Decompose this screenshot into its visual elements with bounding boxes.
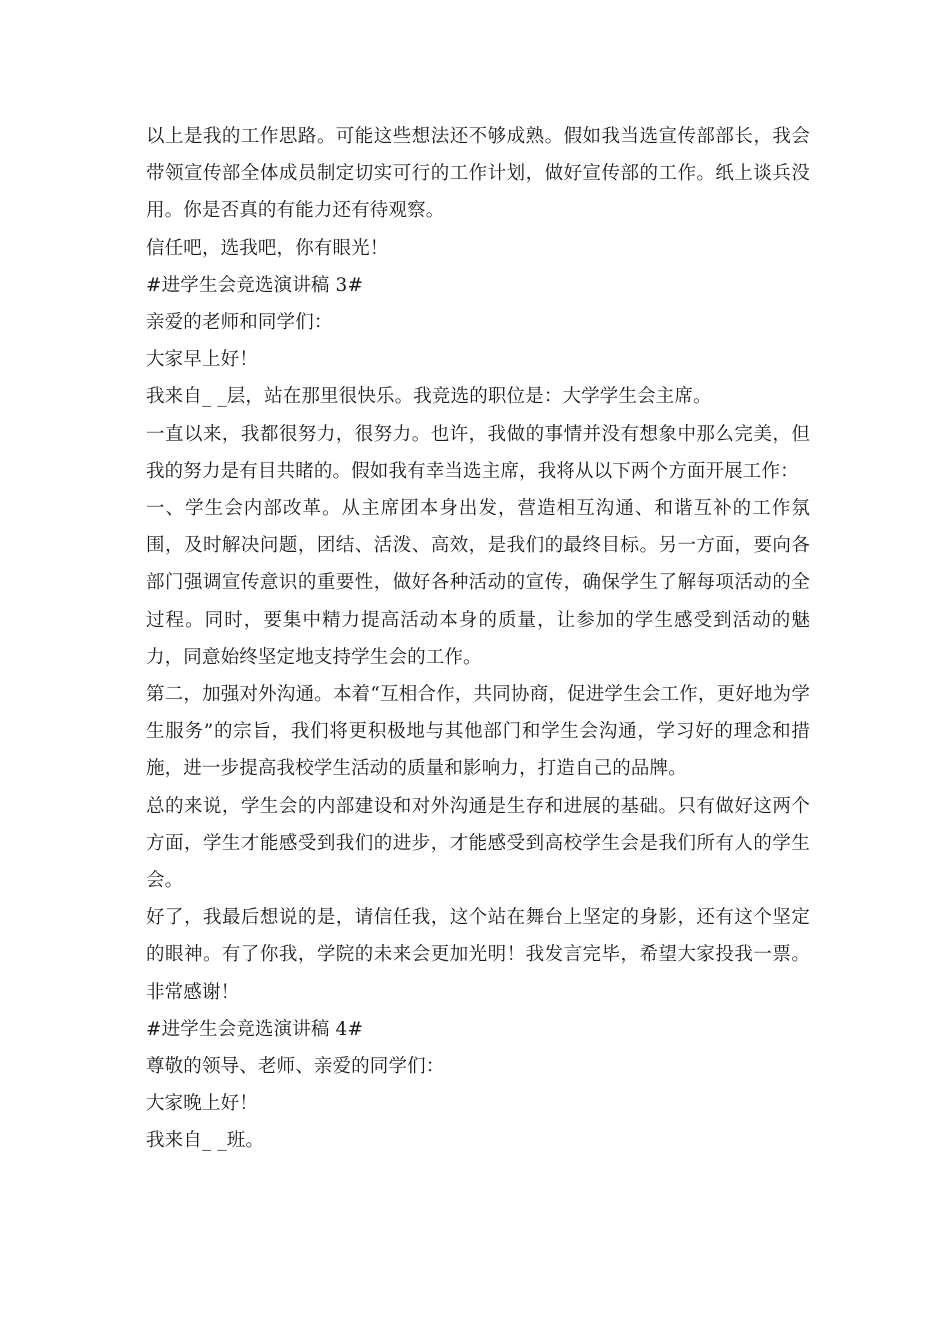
greeting-morning: 大家早上好！ (146, 349, 258, 371)
paragraph-introduction: 我来自_ _层，站在那里很快乐。我竞选的职位是：大学学生会主席。 (146, 386, 712, 408)
paragraph-trust-me: 信任吧，选我吧，你有眼光！ (146, 237, 389, 259)
paragraph-summary: 总的来说，学生会的内部建设和对外沟通是生存和进展的基础。只有做好这两个方面，学生才能感受到我们的进步，才能感受到高校学生会是我们所有人的学生会。 (146, 795, 810, 892)
paragraph-internal-reform: 一、学生会内部改革。从主席团本身出发，营造相互沟通、和谐互补的工作氛围，及时解决问题，团结、活泼、高效，是我们的最终目标。另一方面，要向各部门强调宣传意识的重要性，做好各种活动的宣传，确保学生了解每项活动的全过程。同时，要集中精力提高活动本身的质量，让参加的学生感受到活动的魅力，同意始终坚定地支持学生会的工作。 (146, 498, 810, 668)
greeting-salutation: 亲爱的老师和同学们： (146, 312, 333, 334)
paragraph-closing: 好了，我最后想说的是，请信任我，这个站在舞台上坚定的身影，还有这个坚定的眼神。有了你我，学院的未来会更加光明！我发言完毕，希望大家投我一票。非常感谢！ (146, 907, 810, 1003)
greeting-evening: 大家晚上好！ (146, 1093, 258, 1115)
greeting-salutation-2: 尊敬的领导、老师、亲爱的同学们： (146, 1056, 445, 1078)
section-heading-speech-3: #进学生会竞选演讲稿 3# (146, 274, 364, 296)
paragraph-introduction-2: 我来自_ _班。 (146, 1130, 265, 1152)
paragraph-work-ideas: 以上是我的工作思路。可能这些想法还不够成熟。假如我当选宣传部部长，我会带领宣传部全体成员制定切实可行的工作计划，做好宣传部的工作。纸上谈兵没用。你是否真的有能力还有待观察。 (146, 126, 810, 222)
paragraph-external-communication: 第二，加强对外沟通。本着“互相合作，共同协商，促进学生会工作，更好地为学生服务”的宗旨，我们将更积极地与其他部门和学生会沟通，学习好的理念和措施，进一步提高我校学生活动的质量和影响力，打造自己的品牌。 (146, 684, 810, 780)
paragraph-effort: 一直以来，我都很努力，很努力。也许，我做的事情并没有想象中那么完美，但我的努力是有目共睹的。假如我有幸当选主席，我将从以下两个方面开展工作： (146, 423, 810, 482)
document-body (146, 118, 810, 1160)
section-heading-speech-4: #进学生会竞选演讲稿 4# (146, 1018, 364, 1040)
